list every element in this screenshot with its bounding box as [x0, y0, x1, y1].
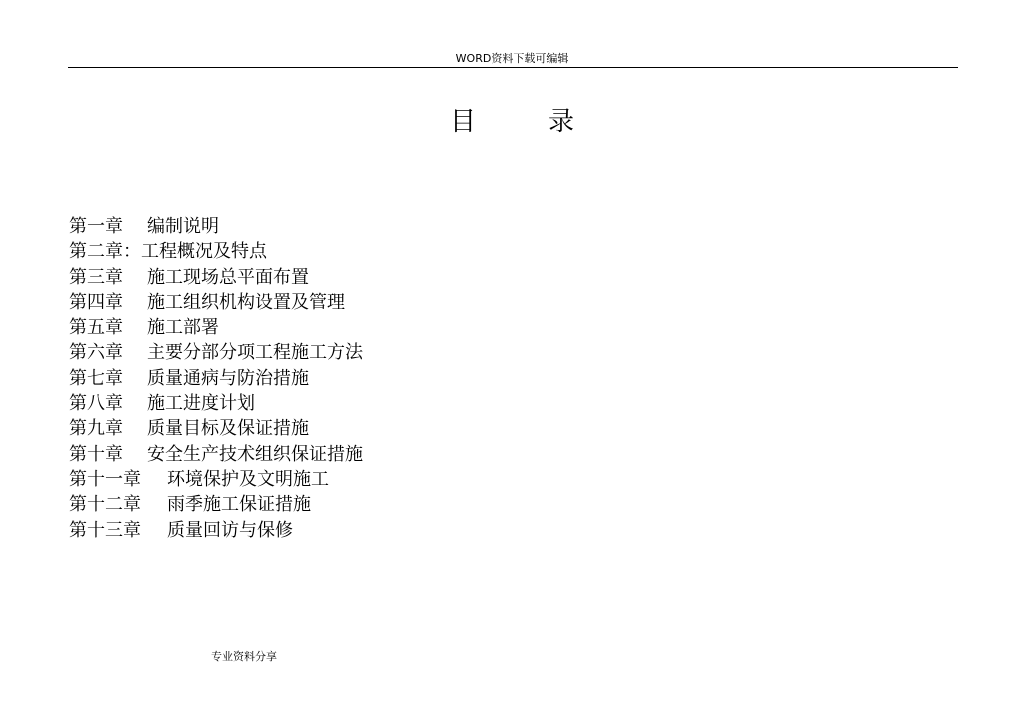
page-title: [0, 104, 1024, 140]
toc-item-7: [69, 366, 363, 391]
toc-title: 雨季施工保证措施: [167, 494, 311, 516]
toc-chapter: 第十三章: [69, 519, 141, 541]
toc-title: 质量目标及保证措施: [147, 418, 309, 440]
toc-item-11: [69, 467, 363, 492]
toc-title: 施工现场总平面布置: [147, 266, 309, 288]
title-char-1: 目: [449, 107, 476, 137]
toc-item-3: [69, 265, 363, 290]
toc-title: 质量通病与防治措施: [147, 367, 309, 389]
toc-title: 主要分部分项工程施工方法: [147, 342, 363, 364]
toc-title: 编制说明: [147, 216, 219, 237]
toc-title: 安全生产技术组织保证措施: [147, 443, 363, 465]
toc-chapter: 第四章: [69, 291, 123, 313]
toc-chapter: 第八章: [69, 393, 123, 415]
page-header: WORD资料下载可编辑: [455, 52, 569, 65]
toc-item-12: [69, 492, 363, 517]
toc-item-4: [69, 290, 363, 315]
toc-item-6: [69, 340, 363, 365]
page-footer: 专业资料分享: [211, 650, 277, 663]
toc-title: 质量回访与保修: [167, 519, 293, 541]
toc-chapter: 第十章: [69, 443, 123, 465]
toc-chapter: 第九章: [69, 418, 123, 440]
toc-item-9: [69, 416, 363, 441]
toc-chapter: 第三章: [69, 266, 123, 288]
toc-item-1: [69, 214, 363, 239]
toc-title: 工程概况及特点: [141, 241, 267, 263]
toc-chapter: 第一章: [69, 216, 123, 237]
toc-title: 施工进度计划: [147, 393, 255, 415]
toc-chapter: 第六章: [69, 342, 123, 364]
toc-title: 环境保护及文明施工: [167, 468, 329, 490]
toc-chapter: 第十一章: [69, 468, 141, 490]
toc-chapter: 第二章：: [69, 241, 141, 263]
toc-title: 施工部署: [147, 317, 219, 339]
toc-title: 施工组织机构设置及管理: [147, 291, 345, 313]
toc-item-13: [69, 518, 363, 543]
toc-item-10: [69, 442, 363, 467]
toc-item-5: [69, 315, 363, 340]
toc-chapter: 第五章: [69, 317, 123, 339]
header-rule: [68, 67, 958, 68]
title-char-2: 录: [548, 107, 575, 137]
table-of-contents: [69, 214, 363, 543]
toc-item-2: [69, 239, 363, 264]
toc-chapter: 第十二章: [69, 494, 141, 516]
toc-chapter: 第七章: [69, 367, 123, 389]
toc-item-8: [69, 391, 363, 416]
